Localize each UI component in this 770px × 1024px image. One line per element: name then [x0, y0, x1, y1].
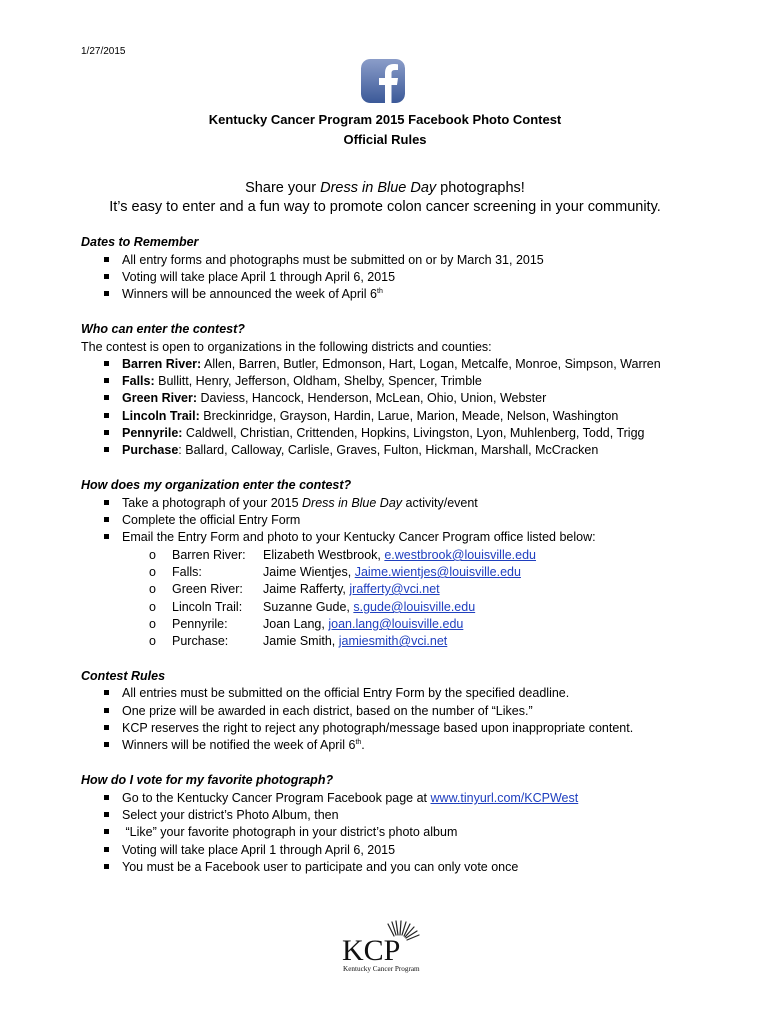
who-intro: The contest is open to organizations in the following districts and counties:	[81, 340, 492, 354]
contact-row: o Purchase: Jamie Smith, jamiesmith@vci.net	[149, 634, 448, 648]
contact-row: o Lincoln Trail: Suzanne Gude, s.gude@louisville.edu	[149, 600, 476, 614]
bullet-icon	[104, 725, 109, 730]
kcp-caption: Kentucky Cancer Program	[343, 965, 420, 973]
district-item: Barren River: Allen, Barren, Butler, Edmonson, Hart, Logan, Metcalfe, Monroe, Simpson, Warren	[104, 357, 661, 371]
bullet-icon	[104, 864, 109, 869]
document-date: 1/27/2015	[81, 46, 126, 57]
bullet-icon	[104, 378, 109, 383]
list-item: All entry forms and photographs must be submitted on or by March 31, 2015	[104, 253, 544, 267]
district-item: Purchase: Ballard, Calloway, Carlisle, Graves, Fulton, Hickman, Marshall, McCracken	[104, 443, 598, 457]
list-item: Take a photograph of your 2015 Dress in Blue Day activity/event	[104, 496, 478, 510]
bullet-icon	[104, 534, 109, 539]
email-link[interactable]: jamiesmith@vci.net	[338, 634, 448, 648]
list-item: You must be a Facebook user to participate and you can only vote once	[104, 860, 518, 874]
bullet-icon	[104, 795, 109, 800]
page-subtitle: Official Rules	[343, 132, 427, 147]
bullet-icon	[104, 274, 109, 279]
list-item: Winners will be announced the week of April 6th	[104, 287, 383, 301]
contact-row: o Barren River: Elizabeth Westbrook, e.westbrook@louisville.edu	[149, 548, 537, 562]
facebook-page-link[interactable]: www.tinyurl.com/KCPWest	[430, 791, 579, 805]
email-link[interactable]: e.westbrook@louisville.edu	[384, 548, 537, 562]
bullet-icon	[104, 395, 109, 400]
list-item: Complete the official Entry Form	[104, 513, 300, 527]
contact-row: o Falls: Jaime Wientjes, Jaime.wientjes@louisville.edu	[149, 565, 521, 579]
bullet-icon	[104, 708, 109, 713]
list-item: Select your district’s Photo Album, then	[104, 808, 339, 822]
list-item: Email the Entry Form and photo to your Kentucky Cancer Program office listed below:	[104, 530, 596, 544]
list-item: Winners will be notified the week of April 6th.	[104, 738, 365, 752]
bullet-icon	[104, 291, 109, 296]
contact-row: o Green River: Jaime Rafferty, jrafferty@vci.net	[149, 582, 440, 596]
district-item: Pennyrile: Caldwell, Christian, Crittenden, Hopkins, Livingston, Lyon, Muhlenberg, Todd, Trigg	[104, 426, 645, 440]
facebook-icon	[361, 59, 405, 103]
bullet-icon	[104, 500, 109, 505]
email-link[interactable]: Jaime.wientjes@louisville.edu	[354, 565, 521, 579]
bullet-icon	[104, 413, 109, 418]
who-heading: Who can enter the contest?	[81, 322, 245, 336]
district-item: Lincoln Trail: Breckinridge, Grayson, Hardin, Larue, Marion, Meade, Nelson, Washington	[104, 409, 618, 423]
list-item: Voting will take place April 1 through April 6, 2015	[104, 270, 395, 284]
list-item: One prize will be awarded in each district, based on the number of “Likes.”	[104, 704, 533, 718]
list-item: KCP reserves the right to reject any photograph/message based upon inappropriate content.	[104, 721, 633, 735]
email-link[interactable]: jrafferty@vci.net	[349, 582, 440, 596]
bullet-icon	[104, 742, 109, 747]
bullet-icon	[104, 812, 109, 817]
district-item: Falls: Bullitt, Henry, Jefferson, Oldham, Shelby, Spencer, Trimble	[104, 374, 482, 388]
rules-heading: Contest Rules	[81, 669, 166, 683]
email-link[interactable]: s.gude@louisville.edu	[353, 600, 476, 614]
list-item: “Like” your favorite photograph in your district’s photo album	[104, 825, 457, 839]
list-item: All entries must be submitted on the official Entry Form by the specified deadline.	[104, 686, 569, 700]
email-link[interactable]: joan.lang@louisville.edu	[328, 617, 464, 631]
bullet-icon	[104, 517, 109, 522]
kcp-logo	[340, 913, 424, 973]
bullet-icon	[104, 847, 109, 852]
contact-row: o Pennyrile: Joan Lang, joan.lang@louisville.edu	[149, 617, 464, 631]
bullet-icon	[104, 430, 109, 435]
bullet-icon	[104, 257, 109, 262]
district-item: Green River: Daviess, Hancock, Henderson, McLean, Ohio, Union, Webster	[104, 391, 546, 405]
vote-heading: How do I vote for my favorite photograph?	[81, 773, 334, 787]
intro-line-1: Share your Dress in Blue Day photographs!	[245, 180, 525, 196]
kcp-letters: KCP	[342, 934, 401, 967]
dates-heading: Dates to Remember	[81, 235, 199, 249]
list-item: Voting will take place April 1 through April 6, 2015	[104, 843, 395, 857]
bullet-icon	[104, 447, 109, 452]
page-title: Kentucky Cancer Program 2015 Facebook Photo Contest	[208, 112, 562, 127]
list-item: Go to the Kentucky Cancer Program Facebook page at www.tinyurl.com/KCPWest	[104, 791, 578, 805]
bullet-icon	[104, 361, 109, 366]
bullet-icon	[104, 829, 109, 834]
bullet-icon	[104, 690, 109, 695]
how-heading: How does my organization enter the contest?	[81, 478, 352, 492]
intro-line-2: It’s easy to enter and a fun way to promote colon cancer screening in your community.	[109, 199, 661, 215]
